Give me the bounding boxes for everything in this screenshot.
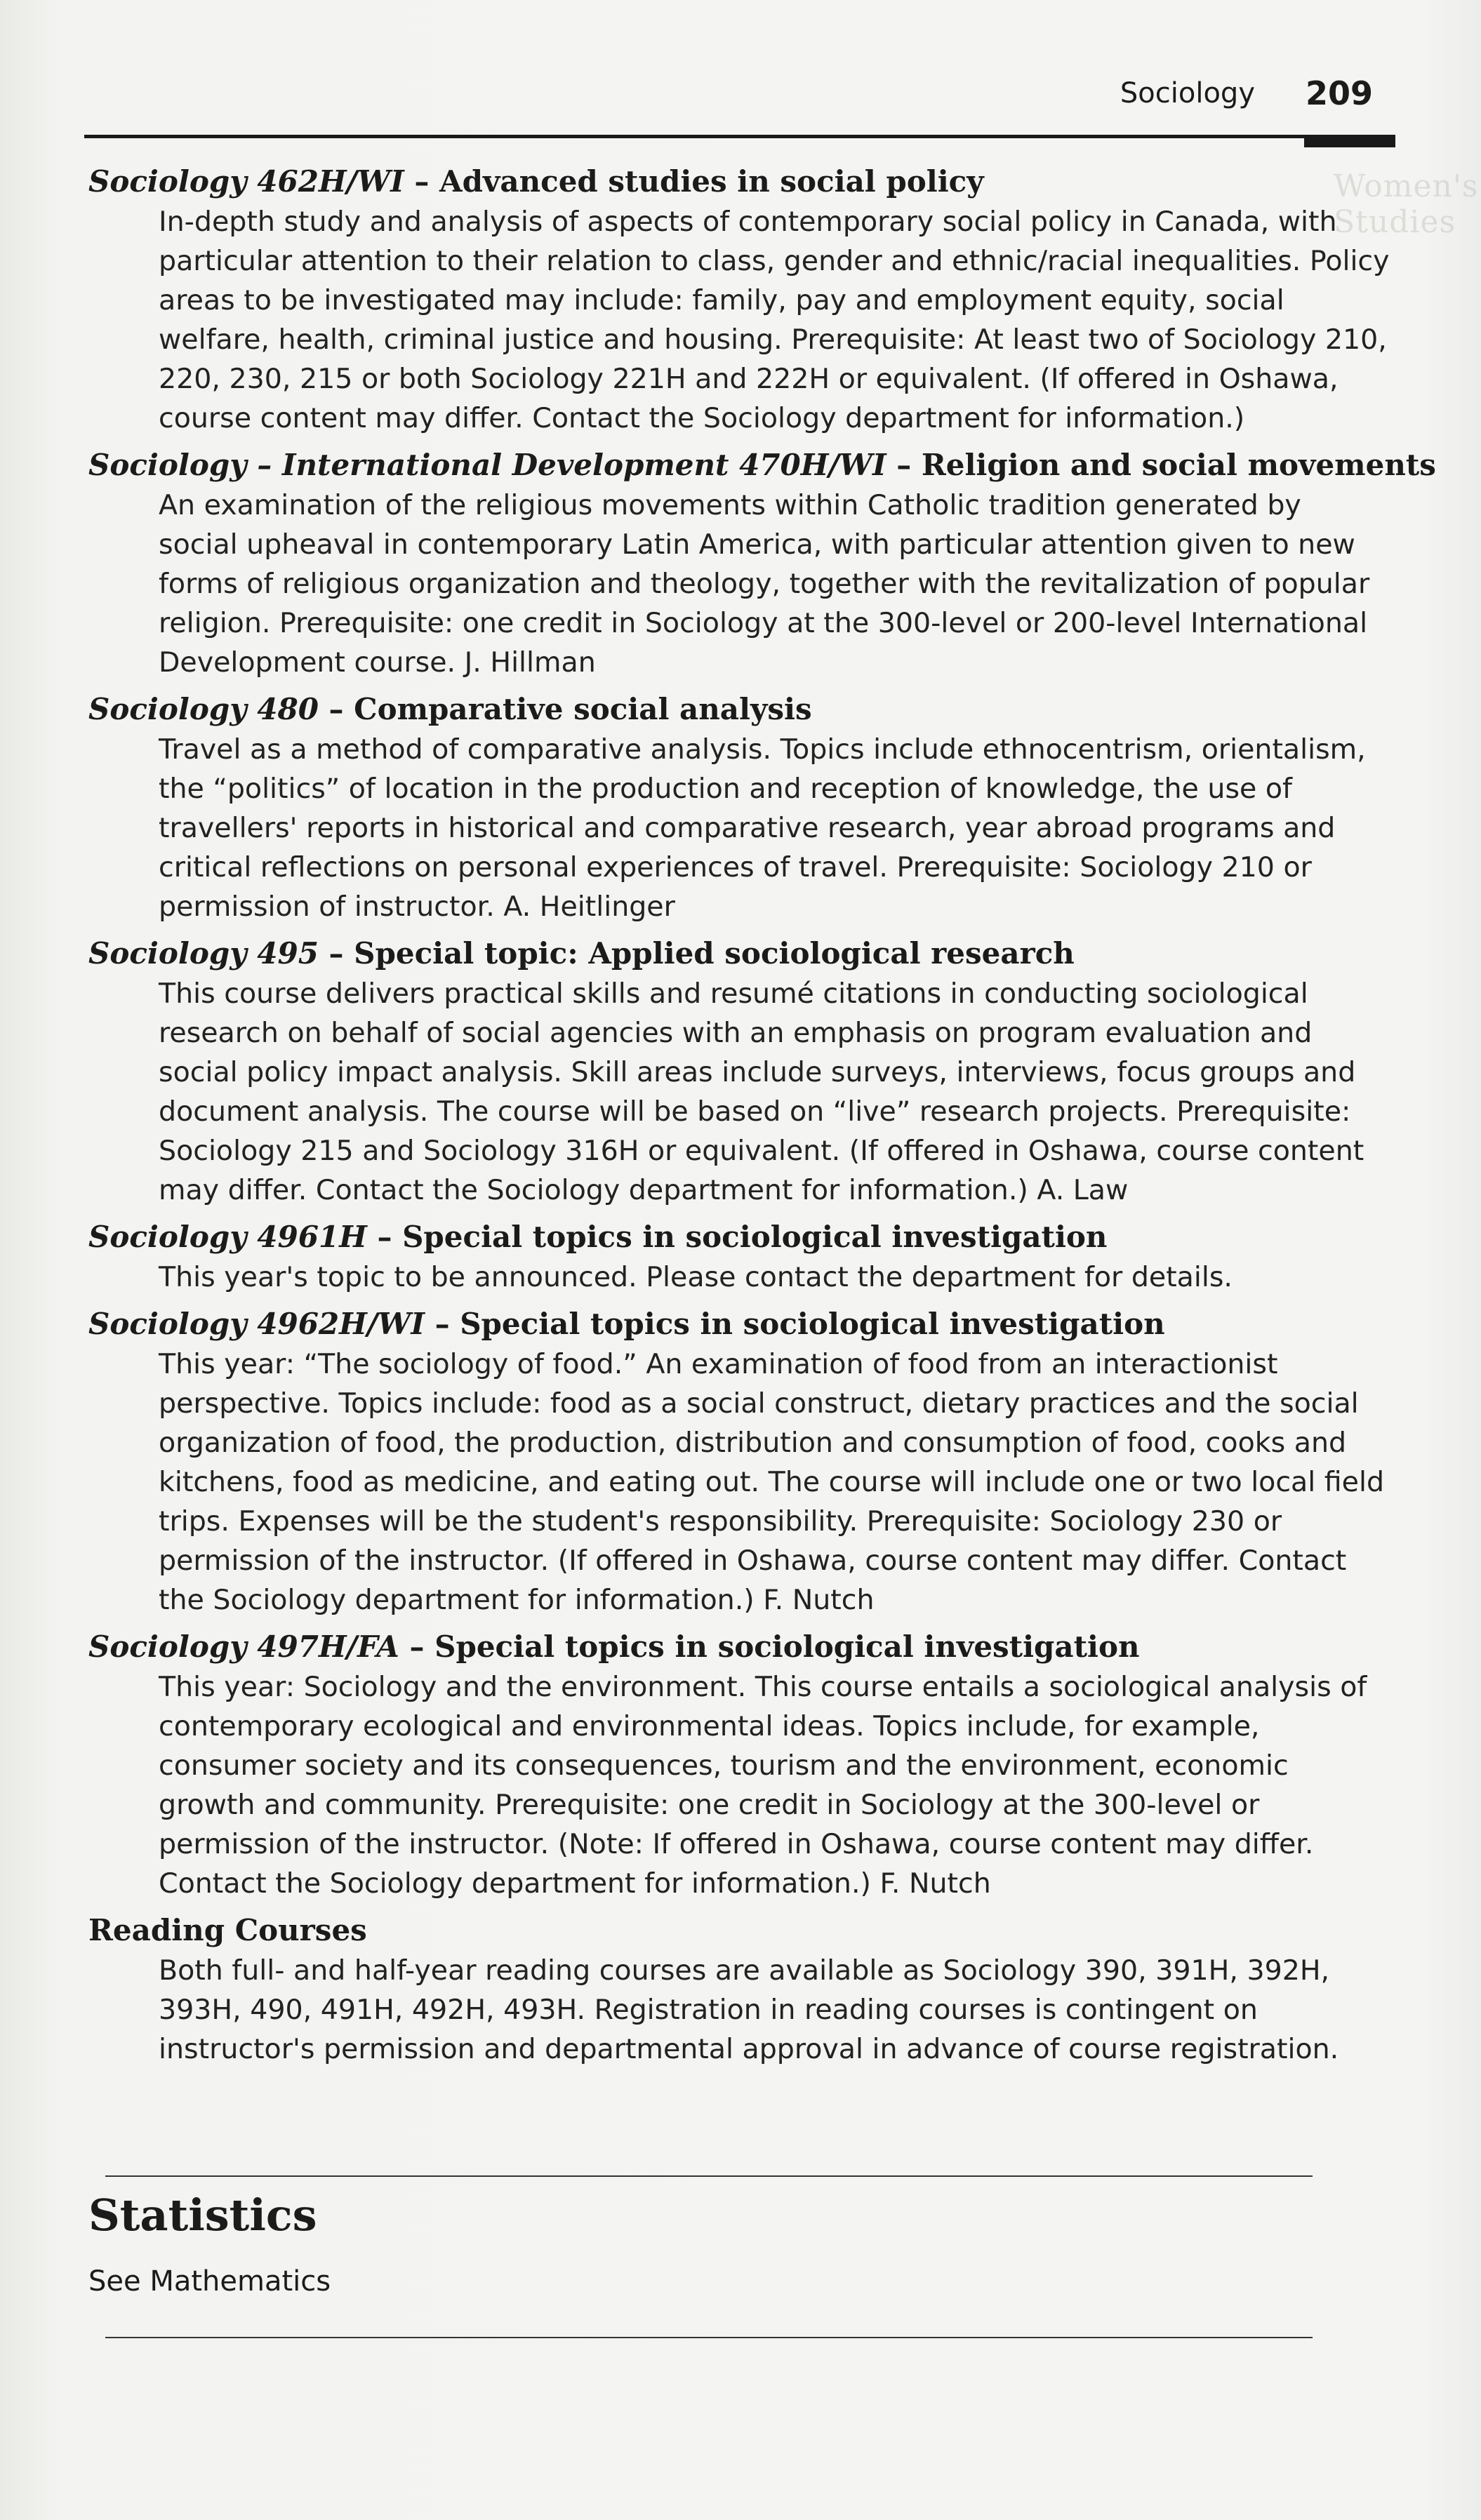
- description-line: course content may differ. Contact the Sociology department for information.): [159, 402, 1245, 434]
- description-line: social policy impact analysis. Skill areas include surveys, interviews, focus groups and: [159, 1056, 1356, 1088]
- course-description: [159, 1667, 1395, 1903]
- description-line: social upheaval in contemporary Latin America, with particular attention given to new: [159, 528, 1355, 561]
- course-title: – Special topics in sociological investigation: [366, 1220, 1108, 1254]
- description-line: areas to be investigated may include: family, pay and employment equity, social: [159, 284, 1284, 316]
- course-title: – Special topics in sociological investigation: [399, 1629, 1140, 1664]
- description-line: welfare, health, criminal justice and housing. Prerequisite: At least two of Sociology 210,: [159, 324, 1387, 356]
- course-entry: [88, 445, 1436, 682]
- course-code: Sociology 4962H/WI: [88, 1307, 425, 1341]
- course-heading: [88, 689, 1395, 730]
- description-line: document analysis. The course will be based on “live” research projects. Prerequisite:: [159, 1095, 1351, 1128]
- description-line: religion. Prerequisite: one credit in Sociology at the 300-level or 200-level International: [159, 607, 1368, 639]
- description-line: research on behalf of social agencies with an emphasis on program evaluation and: [159, 1017, 1313, 1049]
- description-line: 393H, 490, 491H, 492H, 493H. Registration in reading courses is contingent on: [159, 1994, 1258, 2026]
- description-line: consumer society and its consequences, tourism and the environment, economic: [159, 1749, 1289, 1782]
- course-entry: [88, 1627, 1395, 1903]
- course-code: Sociology – International Development 470H/WI: [88, 448, 886, 482]
- description-line: travellers' reports in historical and comparative research, year abroad programs and: [159, 812, 1336, 844]
- thumb-tab: [1304, 135, 1395, 147]
- course-title: – Special topics in sociological investigation: [424, 1307, 1165, 1341]
- description-line: Contact the Sociology department for information.) F. Nutch: [159, 1867, 991, 1900]
- description-line: 220, 230, 215 or both Sociology 221H and 222H or equivalent. (If offered in Oshawa,: [159, 363, 1339, 395]
- course-entry: [88, 1910, 1395, 2069]
- course-heading: [88, 161, 1395, 202]
- description-line: perspective. Topics include: food as a social construct, dietary practices and the social: [159, 1387, 1359, 1420]
- course-code: Sociology 480: [88, 692, 319, 726]
- page-number: 209: [1305, 74, 1373, 112]
- description-line: Development course. J. Hillman: [159, 646, 596, 679]
- course-entry: [88, 689, 1395, 926]
- description-line: may differ. Contact the Sociology department for information.) A. Law: [159, 1174, 1129, 1206]
- description-line: particular attention to their relation to class, gender and ethnic/racial inequalities. Policy: [159, 245, 1390, 277]
- description-line: This year: Sociology and the environment. This course entails a sociological analysis of: [159, 1671, 1367, 1703]
- description-line: This course delivers practical skills and resumé citations in conducting sociological: [159, 978, 1308, 1010]
- course-description: [159, 486, 1395, 682]
- description-line: critical reflections on personal experiences of travel. Prerequisite: Sociology 210 or: [159, 851, 1312, 884]
- course-code: Sociology 462H/WI: [88, 164, 404, 199]
- description-line: the “politics” of location in the production and reception of knowledge, the use of: [159, 773, 1292, 805]
- course-title: – Special topic: Applied sociological research: [318, 936, 1075, 971]
- course-heading: [88, 933, 1395, 974]
- description-line: organization of food, the production, distribution and consumption of food, cooks and: [159, 1427, 1347, 1459]
- course-description: [159, 1951, 1395, 2069]
- course-description: [159, 1345, 1395, 1620]
- running-head-section: Sociology: [1120, 77, 1255, 109]
- course-entry: [88, 933, 1395, 1210]
- description-line: forms of religious organization and theology, together with the revitalization of popular: [159, 568, 1370, 600]
- course-title: – Religion and social movements: [886, 448, 1436, 482]
- course-heading: [88, 1910, 1395, 1951]
- divider-top: [105, 2175, 1313, 2177]
- divider-bottom: [105, 2337, 1313, 2338]
- course-entry: [88, 161, 1395, 438]
- description-line: Sociology 215 and Sociology 316H or equivalent. (If offered in Oshawa, course content: [159, 1135, 1364, 1167]
- course-code: Sociology 497H/FA: [88, 1629, 399, 1664]
- course-heading: [88, 1304, 1395, 1345]
- description-line: permission of the instructor. (If offered in Oshawa, course content may differ. Contact: [159, 1545, 1347, 1577]
- course-description: [159, 202, 1395, 438]
- running-head: [84, 70, 1395, 138]
- course-entry: [88, 1304, 1395, 1620]
- section-title-statistics: Statistics: [88, 2189, 317, 2241]
- course-description: [159, 730, 1395, 926]
- description-line: An examination of the religious movements within Catholic tradition generated by: [159, 489, 1301, 521]
- description-line: the Sociology department for information.) F. Nutch: [159, 1584, 875, 1616]
- description-line: trips. Expenses will be the student's responsibility. Prerequisite: Sociology 230 or: [159, 1505, 1282, 1538]
- description-line: This year's topic to be announced. Please contact the department for details.: [159, 1261, 1233, 1293]
- course-heading: [88, 1627, 1395, 1667]
- course-entry: [88, 1217, 1395, 1297]
- description-line: This year: “The sociology of food.” An examination of food from an interactionist: [159, 1348, 1278, 1380]
- description-line: Both full- and half-year reading courses are available as Sociology 390, 391H, 392H,: [159, 1954, 1330, 1987]
- course-title: – Comparative social analysis: [318, 692, 812, 726]
- course-description: [159, 1258, 1395, 1297]
- course-title: Reading Courses: [88, 1913, 367, 1947]
- description-line: kitchens, food as medicine, and eating out. The course will include one or two local field: [159, 1466, 1385, 1498]
- description-line: permission of the instructor. (Note: If offered in Oshawa, course content may differ.: [159, 1828, 1314, 1860]
- course-description: [159, 974, 1395, 1210]
- course-code: Sociology 495: [88, 936, 319, 971]
- course-code: Sociology 4961H: [88, 1220, 367, 1254]
- course-heading: [88, 445, 1436, 486]
- description-line: instructor's permission and departmental approval in advance of course registration.: [159, 2033, 1339, 2065]
- cross-reference: See Mathematics: [88, 2265, 331, 2298]
- description-line: Travel as a method of comparative analysis. Topics include ethnocentrism, orientalism,: [159, 733, 1366, 766]
- course-title: – Advanced studies in social policy: [404, 164, 984, 199]
- description-line: In-depth study and analysis of aspects of contemporary social policy in Canada, with: [159, 206, 1337, 238]
- description-line: contemporary ecological and environmental ideas. Topics include, for example,: [159, 1710, 1260, 1742]
- course-heading: [88, 1217, 1395, 1258]
- bleed-through-text: Women's Studies: [1334, 168, 1479, 240]
- description-line: growth and community. Prerequisite: one credit in Sociology at the 300-level or: [159, 1789, 1260, 1821]
- description-line: permission of instructor. A. Heitlinger: [159, 891, 675, 923]
